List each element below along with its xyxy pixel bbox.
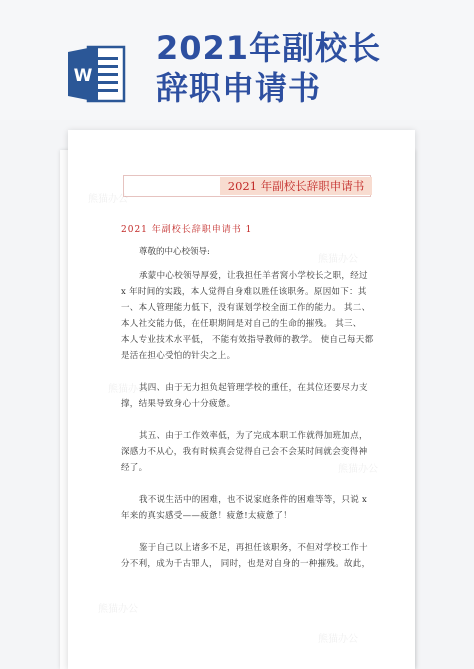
text-line: 是活在担心受怕的针尖之上。 xyxy=(121,351,236,361)
text-line: 其五、由于工作效率低，为了完成本职工作就得加班加点， xyxy=(139,431,368,441)
document-title: 2021 年副校长辞职申请书 xyxy=(227,179,365,193)
text-line: 其四、由于无力担负起管理学校的重任，在其位还要尽力支 xyxy=(139,383,368,393)
text-line: 我不说生活中的困难，也不说家庭条件的困难等等，只说 x xyxy=(139,495,368,505)
text-line: 撑，结果导致身心十分疲惫。 xyxy=(121,399,236,409)
watermark: 熊猫办公 xyxy=(338,464,378,475)
text-line: 本人社交能力低，在任职期间是对自己的生命的摧残。 其三、 xyxy=(121,319,362,329)
section-subtitle: 2021 年副校长辞职申请书 1 xyxy=(121,225,253,235)
text-line: 鉴于自己以上诸多不足，再担任该职务，不但对学校工作十 xyxy=(139,543,368,553)
header xyxy=(0,0,474,120)
text-line: 本人专业技术水平低， 不能有效指导教师的教学。 使自己每天都 xyxy=(121,335,374,345)
watermark: 熊猫办公 xyxy=(108,384,148,395)
text-line: 一、本人管理能力低下，没有谋划学校全面工作的能力。 其二、 xyxy=(121,303,371,313)
greeting: 尊敬的中心校领导: xyxy=(139,247,210,257)
text-line: 承蒙中心校领导厚爱，让我担任羊者窝小学校长之职，经过 xyxy=(139,271,368,281)
text-line: 年来的真实感受——疲惫！疲惫!太疲惫了！ xyxy=(121,511,292,521)
watermark: 熊猫办公 xyxy=(318,634,358,645)
document-heading-line2: 辞职申请书 xyxy=(156,69,322,107)
watermark: 熊猫办公 xyxy=(318,254,358,265)
text-line: 分不利，成为千古罪人， 同时，也是对自身的一种摧残。故此， xyxy=(121,559,371,569)
svg-text:W: W xyxy=(73,66,93,86)
watermark: 熊猫办公 xyxy=(88,194,128,205)
document-heading-line1: 2021年副校长 xyxy=(156,29,382,67)
word-document-icon xyxy=(68,44,126,104)
text-line: x 年时间的实践，本人觉得自身难以胜任该职务。原因如下：其 xyxy=(121,287,367,297)
text-line: 经了。 xyxy=(121,463,148,473)
title-frame xyxy=(123,175,371,197)
document-page xyxy=(68,130,415,669)
text-line: 深感力不从心，我有时候真会觉得自己会不会某时间就会变得神 xyxy=(121,447,368,457)
document-heading xyxy=(156,28,456,108)
watermark: 熊猫办公 xyxy=(98,604,138,615)
